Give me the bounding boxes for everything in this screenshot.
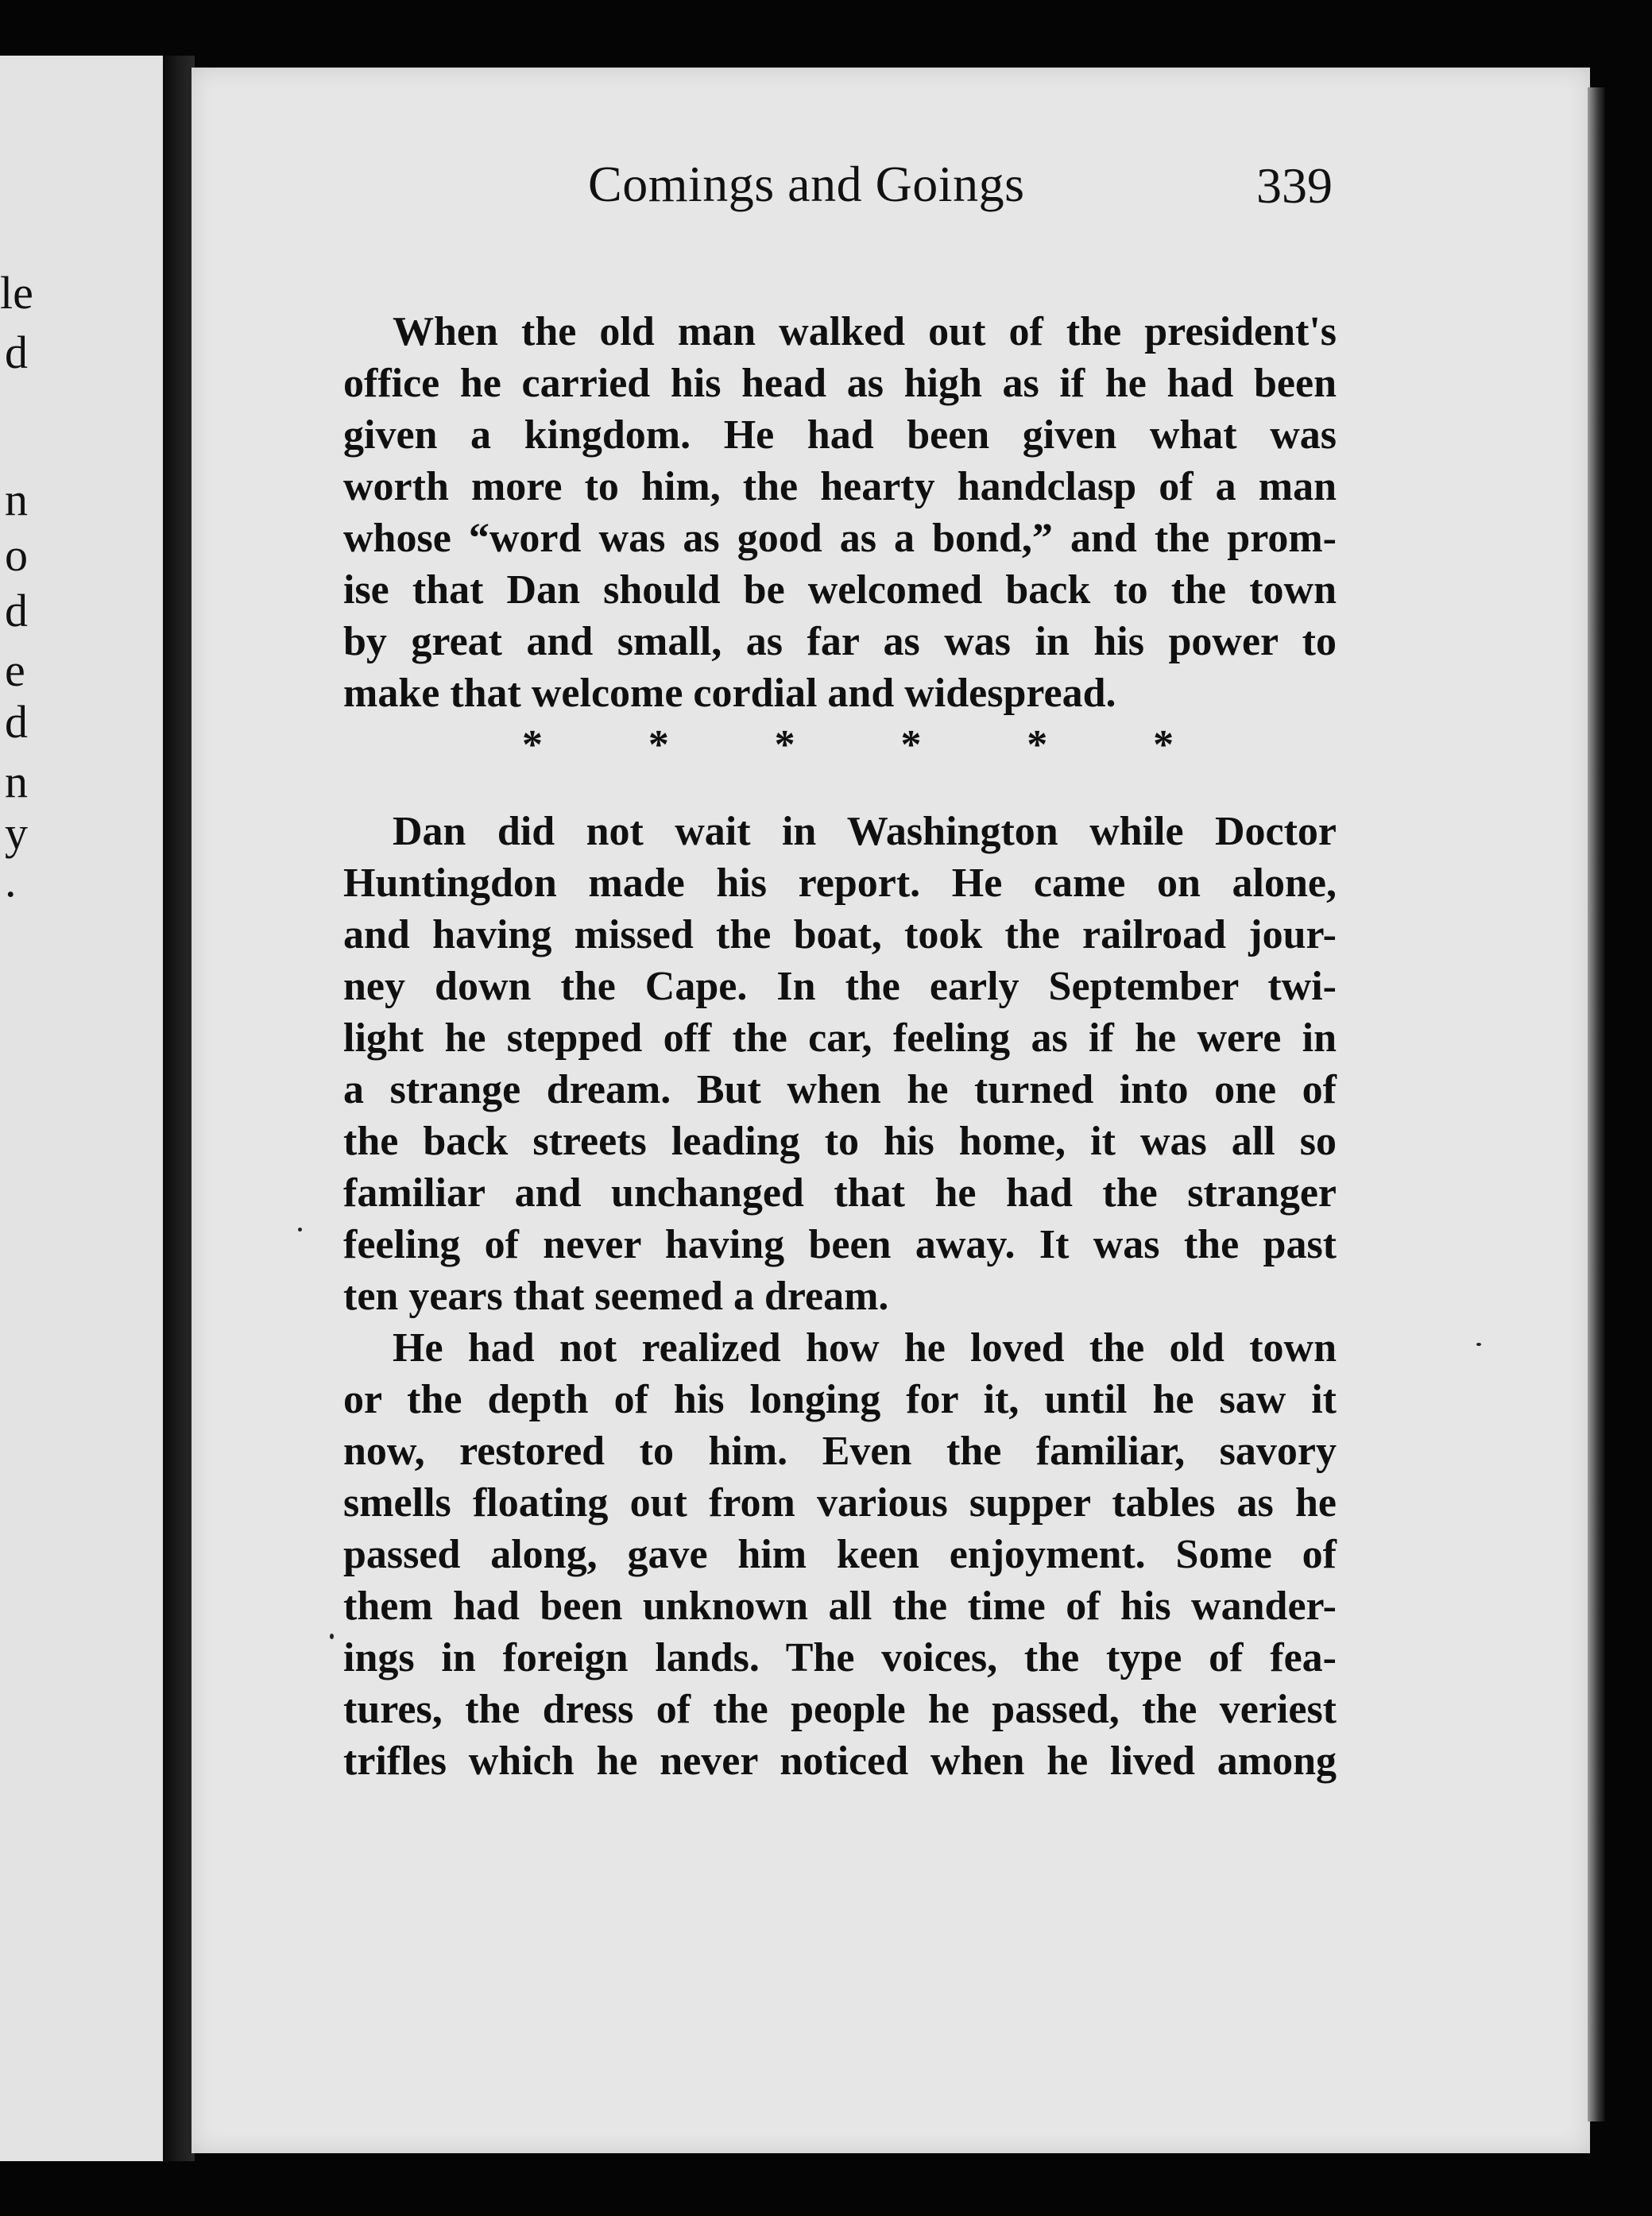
text-line: feeling of never having been away. It was the past: [343, 1222, 1337, 1267]
previous-page-text-fragment: le: [0, 267, 33, 319]
text-line: trifles which he never noticed when he lived among: [343, 1738, 1337, 1784]
text-line: familiar and unchanged that he had the stranger: [343, 1170, 1337, 1216]
text-line: office he carried his head as high as if he had been: [343, 361, 1337, 406]
previous-page-text-fragment: d: [5, 327, 28, 378]
page-number: 339: [1256, 157, 1333, 214]
section-separator: [343, 719, 1174, 771]
previous-page-text-fragment: d: [5, 585, 28, 636]
previous-page-text-fragment: n: [5, 756, 28, 807]
scan-speck: [298, 1228, 302, 1232]
text-line: passed along, gave him keen enjoyment. Some of: [343, 1532, 1337, 1577]
scan-speck: [1476, 1343, 1481, 1346]
scan-speck: [330, 1634, 334, 1639]
text-line: smells floating out from various supper tables as he: [343, 1480, 1337, 1526]
separator-asterisk: *: [1027, 722, 1048, 768]
running-head: [401, 155, 1347, 226]
previous-page-text-fragment: y: [5, 807, 28, 859]
separator-asterisk: *: [648, 722, 669, 768]
previous-page-text-fragment: d: [5, 696, 28, 748]
text-line: now, restored to him. Even the familiar, savory: [343, 1429, 1337, 1474]
body-text: [343, 306, 1337, 1787]
previous-page-text-fragment: o: [5, 529, 28, 581]
text-line: He had not realized how he loved the old town: [393, 1325, 1337, 1371]
separator-asterisk: *: [1153, 722, 1174, 768]
previous-page-text-fragment: n: [5, 474, 28, 525]
text-line: ings in foreign lands. The voices, the type of fea-: [343, 1635, 1337, 1680]
text-line: a strange dream. But when he turned into one of: [343, 1067, 1337, 1112]
text-line: tures, the dress of the people he passed, the veriest: [343, 1687, 1337, 1732]
text-line: Huntingdon made his report. He came on alone,: [343, 860, 1337, 906]
previous-page-edge: [0, 56, 168, 2161]
text-line: the back streets leading to his home, it was all so: [343, 1119, 1337, 1164]
previous-page-text-fragment: e: [5, 644, 25, 696]
text-line: worth more to him, the hearty handclasp of a man: [343, 464, 1337, 509]
separator-asterisk: *: [774, 722, 795, 768]
text-line: whose “word was as good as a bond,” and the prom-: [343, 516, 1337, 561]
text-line: light he stepped off the car, feeling as if he were in: [343, 1015, 1337, 1061]
text-line: Dan did not wait in Washington while Doctor: [393, 809, 1337, 854]
text-line: When the old man walked out of the president's: [393, 309, 1337, 354]
separator-asterisk: *: [522, 722, 543, 768]
separator-asterisk: *: [900, 722, 922, 768]
running-head-title: Comings and Goings: [588, 156, 1025, 212]
text-line: ten years that seemed a dream.: [343, 1274, 889, 1319]
page-edge-shadow: [1588, 87, 1605, 2121]
previous-page-text-fragment: .: [5, 855, 17, 907]
text-line: or the depth of his longing for it, until he saw it: [343, 1377, 1337, 1422]
section-gap: [343, 771, 1337, 806]
text-line: ney down the Cape. In the early September twi-: [343, 964, 1337, 1009]
text-line: make that welcome cordial and widespread.: [343, 671, 1116, 716]
text-line: by great and small, as far as was in his power to: [343, 619, 1337, 664]
text-line: given a kingdom. He had been given what was: [343, 412, 1337, 458]
text-line: and having missed the boat, took the railroad jour-: [343, 912, 1337, 957]
text-line: ise that Dan should be welcomed back to the town: [343, 567, 1337, 613]
text-line: them had been unknown all the time of his wander-: [343, 1584, 1337, 1629]
